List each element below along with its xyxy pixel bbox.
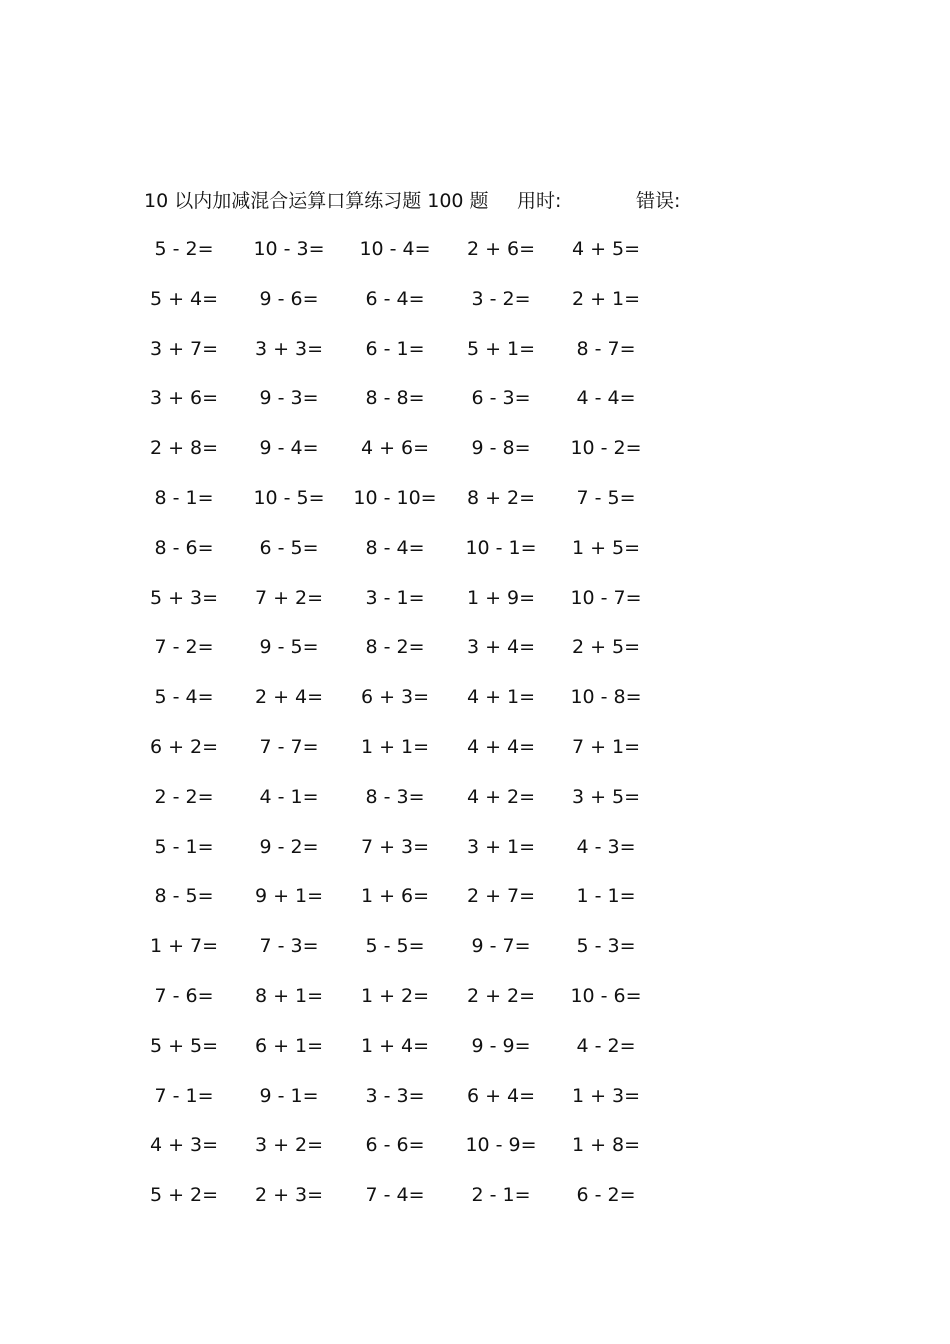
problem-row bbox=[145, 283, 705, 333]
arithmetic-problem: 9 - 9= bbox=[471, 1034, 531, 1057]
problem-row bbox=[145, 930, 705, 980]
problem-row bbox=[145, 731, 705, 781]
arithmetic-problem: 2 - 2= bbox=[154, 785, 214, 808]
arithmetic-problem: 4 + 6= bbox=[360, 437, 430, 460]
arithmetic-problem: 9 - 1= bbox=[259, 1084, 319, 1107]
arithmetic-problem: 7 + 2= bbox=[254, 586, 324, 609]
arithmetic-problem: 10 - 1= bbox=[465, 536, 537, 559]
problem-row bbox=[145, 1080, 705, 1130]
arithmetic-problem: 6 - 2= bbox=[576, 1184, 636, 1207]
problem-row bbox=[145, 1179, 705, 1229]
arithmetic-problem: 7 - 6= bbox=[154, 984, 214, 1007]
arithmetic-problem: 3 - 2= bbox=[471, 287, 531, 310]
arithmetic-problem: 2 + 8= bbox=[149, 437, 219, 460]
arithmetic-problem: 10 - 5= bbox=[253, 486, 325, 509]
problem-row bbox=[145, 980, 705, 1030]
arithmetic-problem: 4 + 3= bbox=[149, 1134, 219, 1157]
problem-row bbox=[145, 781, 705, 831]
arithmetic-problem: 5 + 4= bbox=[149, 287, 219, 310]
arithmetic-problem: 9 - 6= bbox=[259, 287, 319, 310]
arithmetic-problem: 5 - 1= bbox=[154, 835, 214, 858]
arithmetic-problem: 3 - 3= bbox=[365, 1084, 425, 1107]
arithmetic-problem: 8 - 1= bbox=[154, 486, 214, 509]
arithmetic-problem: 4 - 2= bbox=[576, 1034, 636, 1057]
arithmetic-problem: 8 - 6= bbox=[154, 536, 214, 559]
arithmetic-problem: 8 - 3= bbox=[365, 785, 425, 808]
problem-row bbox=[145, 482, 705, 532]
arithmetic-problem: 8 + 2= bbox=[466, 486, 536, 509]
arithmetic-problem: 8 - 8= bbox=[365, 387, 425, 410]
arithmetic-problem: 7 + 3= bbox=[360, 835, 430, 858]
arithmetic-problem: 7 - 3= bbox=[259, 935, 319, 958]
arithmetic-problem: 10 - 8= bbox=[570, 686, 642, 709]
arithmetic-problem: 6 - 6= bbox=[365, 1134, 425, 1157]
arithmetic-problem: 2 + 2= bbox=[466, 984, 536, 1007]
worksheet-header bbox=[144, 186, 844, 216]
arithmetic-problem: 7 - 4= bbox=[365, 1184, 425, 1207]
arithmetic-problem: 5 - 2= bbox=[154, 238, 214, 260]
problem-grid bbox=[145, 233, 705, 1229]
arithmetic-problem: 5 - 5= bbox=[365, 935, 425, 958]
arithmetic-problem: 5 + 2= bbox=[149, 1184, 219, 1207]
arithmetic-problem: 8 + 1= bbox=[254, 984, 324, 1007]
time-used-label: 用时: bbox=[517, 190, 562, 212]
arithmetic-problem: 6 - 1= bbox=[365, 337, 425, 360]
arithmetic-problem: 6 + 2= bbox=[149, 735, 219, 758]
arithmetic-problem: 3 + 3= bbox=[254, 337, 324, 360]
arithmetic-problem: 6 + 1= bbox=[254, 1034, 324, 1057]
arithmetic-problem: 3 + 6= bbox=[149, 387, 219, 410]
arithmetic-problem: 9 - 4= bbox=[259, 437, 319, 460]
arithmetic-problem: 1 - 1= bbox=[576, 885, 636, 908]
arithmetic-problem: 10 - 10= bbox=[353, 486, 437, 509]
arithmetic-problem: 10 - 7= bbox=[570, 586, 642, 609]
arithmetic-problem: 2 + 7= bbox=[466, 885, 536, 908]
arithmetic-problem: 3 + 5= bbox=[571, 785, 641, 808]
arithmetic-problem: 5 + 1= bbox=[466, 337, 536, 360]
arithmetic-problem: 3 - 1= bbox=[365, 586, 425, 609]
arithmetic-problem: 10 - 3= bbox=[253, 238, 325, 260]
arithmetic-problem: 8 - 4= bbox=[365, 536, 425, 559]
arithmetic-problem: 1 + 1= bbox=[360, 735, 430, 758]
arithmetic-problem: 9 - 7= bbox=[471, 935, 531, 958]
problem-row bbox=[145, 233, 705, 283]
arithmetic-problem: 4 - 1= bbox=[259, 785, 319, 808]
problem-row bbox=[145, 382, 705, 432]
problem-row bbox=[145, 831, 705, 881]
arithmetic-problem: 7 - 1= bbox=[154, 1084, 214, 1107]
arithmetic-problem: 7 - 2= bbox=[154, 636, 214, 659]
arithmetic-problem: 4 + 2= bbox=[466, 785, 536, 808]
problem-row bbox=[145, 532, 705, 582]
arithmetic-problem: 3 + 7= bbox=[149, 337, 219, 360]
arithmetic-problem: 3 + 1= bbox=[466, 835, 536, 858]
arithmetic-problem: 6 + 3= bbox=[360, 686, 430, 709]
problem-row bbox=[145, 1030, 705, 1080]
arithmetic-problem: 4 + 1= bbox=[466, 686, 536, 709]
arithmetic-problem: 7 - 7= bbox=[259, 735, 319, 758]
arithmetic-problem: 10 - 4= bbox=[359, 238, 431, 260]
arithmetic-problem: 6 - 4= bbox=[365, 287, 425, 310]
arithmetic-problem: 8 - 7= bbox=[576, 337, 636, 360]
arithmetic-problem: 2 + 1= bbox=[571, 287, 641, 310]
arithmetic-problem: 9 - 3= bbox=[259, 387, 319, 410]
arithmetic-problem: 2 + 5= bbox=[571, 636, 641, 659]
problem-row bbox=[145, 432, 705, 482]
arithmetic-problem: 9 - 2= bbox=[259, 835, 319, 858]
arithmetic-problem: 4 + 5= bbox=[571, 238, 641, 260]
arithmetic-problem: 6 - 5= bbox=[259, 536, 319, 559]
arithmetic-problem: 9 - 5= bbox=[259, 636, 319, 659]
arithmetic-problem: 9 - 8= bbox=[471, 437, 531, 460]
arithmetic-problem: 4 - 3= bbox=[576, 835, 636, 858]
arithmetic-problem: 3 + 2= bbox=[254, 1134, 324, 1157]
errors-label: 错误: bbox=[636, 190, 681, 212]
problem-row bbox=[145, 333, 705, 383]
arithmetic-problem: 5 - 3= bbox=[576, 935, 636, 958]
arithmetic-problem: 8 - 5= bbox=[154, 885, 214, 908]
arithmetic-problem: 5 - 4= bbox=[154, 686, 214, 709]
arithmetic-problem: 4 + 4= bbox=[466, 735, 536, 758]
arithmetic-problem: 1 + 7= bbox=[149, 935, 219, 958]
arithmetic-problem: 1 + 6= bbox=[360, 885, 430, 908]
problem-row bbox=[145, 631, 705, 681]
arithmetic-problem: 1 + 9= bbox=[466, 586, 536, 609]
problem-row bbox=[145, 681, 705, 731]
arithmetic-problem: 1 + 3= bbox=[571, 1084, 641, 1107]
problem-row bbox=[145, 582, 705, 632]
arithmetic-problem: 7 + 1= bbox=[571, 735, 641, 758]
arithmetic-problem: 1 + 4= bbox=[360, 1034, 430, 1057]
arithmetic-problem: 2 + 6= bbox=[466, 238, 536, 260]
arithmetic-problem: 10 - 2= bbox=[570, 437, 642, 460]
arithmetic-problem: 2 - 1= bbox=[471, 1184, 531, 1207]
arithmetic-problem: 2 + 4= bbox=[254, 686, 324, 709]
arithmetic-problem: 4 - 4= bbox=[576, 387, 636, 410]
arithmetic-problem: 1 + 2= bbox=[360, 984, 430, 1007]
problem-row bbox=[145, 880, 705, 930]
arithmetic-problem: 10 - 9= bbox=[465, 1134, 537, 1157]
problem-row bbox=[145, 1129, 705, 1179]
arithmetic-problem: 1 + 8= bbox=[571, 1134, 641, 1157]
arithmetic-problem: 7 - 5= bbox=[576, 486, 636, 509]
arithmetic-problem: 2 + 3= bbox=[254, 1184, 324, 1207]
arithmetic-problem: 10 - 6= bbox=[570, 984, 642, 1007]
arithmetic-problem: 6 + 4= bbox=[466, 1084, 536, 1107]
arithmetic-problem: 5 + 3= bbox=[149, 586, 219, 609]
worksheet-title: 10 以内加减混合运算口算练习题 100 题 bbox=[144, 190, 489, 212]
arithmetic-problem: 5 + 5= bbox=[149, 1034, 219, 1057]
arithmetic-problem: 3 + 4= bbox=[466, 636, 536, 659]
arithmetic-problem: 1 + 5= bbox=[571, 536, 641, 559]
arithmetic-problem: 8 - 2= bbox=[365, 636, 425, 659]
arithmetic-problem: 6 - 3= bbox=[471, 387, 531, 410]
arithmetic-problem: 9 + 1= bbox=[254, 885, 324, 908]
